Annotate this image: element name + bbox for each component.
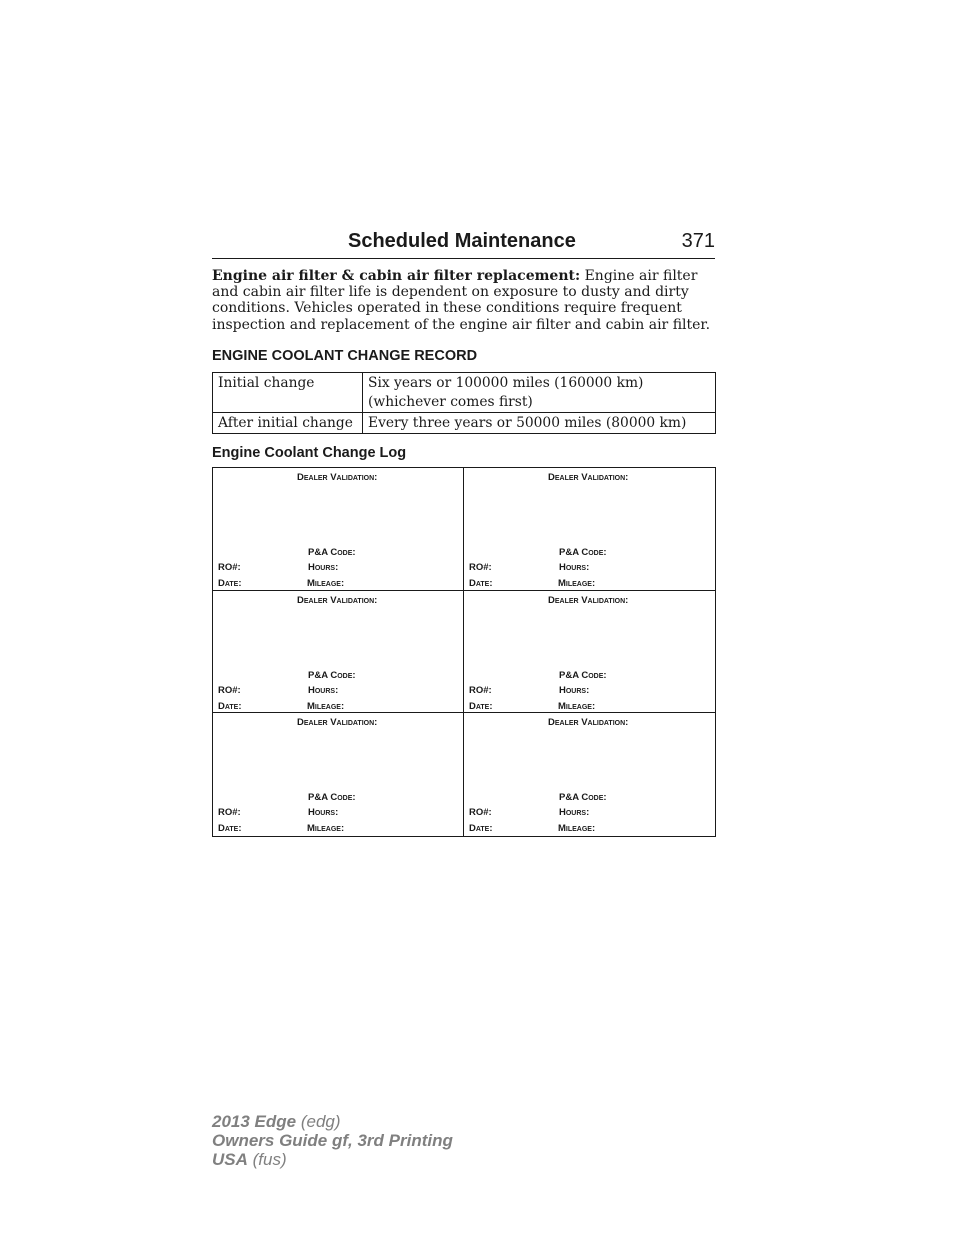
intro-paragraph: [212, 268, 717, 333]
dealer-validation-label: Dealer Validation:: [297, 594, 378, 606]
hours-label: Hours:: [308, 562, 339, 573]
page-number: 371: [681, 230, 715, 252]
log-entry: [464, 713, 715, 836]
dealer-validation-label: Dealer Validation:: [548, 594, 629, 606]
log-entry: [213, 468, 464, 591]
footer-line-model: 2013 Edge (edg): [212, 1112, 341, 1131]
record-value: Six years or 100000 miles (160000 km) (whichever comes first): [363, 373, 716, 413]
coolant-change-log: [212, 467, 716, 837]
ro-label: RO#:: [469, 684, 492, 696]
hours-label: Hours:: [308, 684, 339, 696]
ro-label: RO#:: [218, 562, 241, 573]
pa-code-label: P&A Code:: [559, 792, 607, 804]
hours-label: Hours:: [559, 807, 590, 819]
table-row: [213, 373, 716, 413]
date-label: Date:: [218, 823, 242, 835]
dealer-validation-label: Dealer Validation:: [297, 472, 378, 483]
record-value: Every three years or 50000 miles (80000 km): [363, 413, 716, 434]
footer-line-guide: Owners Guide gf, 3rd Printing: [212, 1131, 453, 1150]
log-entry: [213, 591, 464, 714]
log-entry: [213, 713, 464, 836]
section-title: Scheduled Maintenance: [348, 230, 576, 252]
dealer-validation-label: Dealer Validation:: [548, 717, 629, 729]
mileage-label: Mileage:: [558, 578, 596, 589]
date-label: Date:: [218, 578, 242, 589]
record-label: Initial change: [213, 373, 363, 413]
coolant-record-table: [212, 372, 716, 434]
mileage-label: Mileage:: [307, 578, 345, 589]
mileage-label: Mileage:: [307, 700, 345, 712]
dealer-validation-label: Dealer Validation:: [297, 717, 378, 729]
intro-body: Engine air filter and cabin air filter life is dependent on exposure to dusty and dirty conditions. Vehicles operated in these conditions require frequent inspection and replacement of the engine air filter and cabin air filter.: [212, 268, 711, 333]
hours-label: Hours:: [559, 562, 590, 573]
intro-lead: Engine air filter & cabin air filter replacement:: [212, 268, 581, 284]
mileage-label: Mileage:: [558, 700, 596, 712]
hours-label: Hours:: [559, 684, 590, 696]
pa-code-label: P&A Code:: [308, 547, 356, 558]
hours-label: Hours:: [308, 807, 339, 819]
record-heading: ENGINE COOLANT CHANGE RECORD: [212, 348, 478, 364]
date-label: Date:: [469, 578, 493, 589]
date-label: Date:: [469, 700, 493, 712]
ro-label: RO#:: [218, 807, 241, 819]
date-label: Date:: [469, 823, 493, 835]
ro-label: RO#:: [469, 562, 492, 573]
footer-line-market: USA (fus): [212, 1150, 287, 1169]
mileage-label: Mileage:: [558, 823, 596, 835]
pa-code-label: P&A Code:: [559, 669, 607, 681]
record-label: After initial change: [213, 413, 363, 434]
log-heading: Engine Coolant Change Log: [212, 445, 407, 461]
dealer-validation-label: Dealer Validation:: [548, 472, 629, 483]
log-entry: [464, 591, 715, 714]
table-row: [213, 413, 716, 434]
mileage-label: Mileage:: [307, 823, 345, 835]
pa-code-label: P&A Code:: [559, 547, 607, 558]
pa-code-label: P&A Code:: [308, 669, 356, 681]
ro-label: RO#:: [469, 807, 492, 819]
page-header: [212, 226, 715, 259]
ro-label: RO#:: [218, 684, 241, 696]
pa-code-label: P&A Code:: [308, 792, 356, 804]
log-entry: [464, 468, 715, 591]
footer: [212, 1112, 453, 1169]
date-label: Date:: [218, 700, 242, 712]
